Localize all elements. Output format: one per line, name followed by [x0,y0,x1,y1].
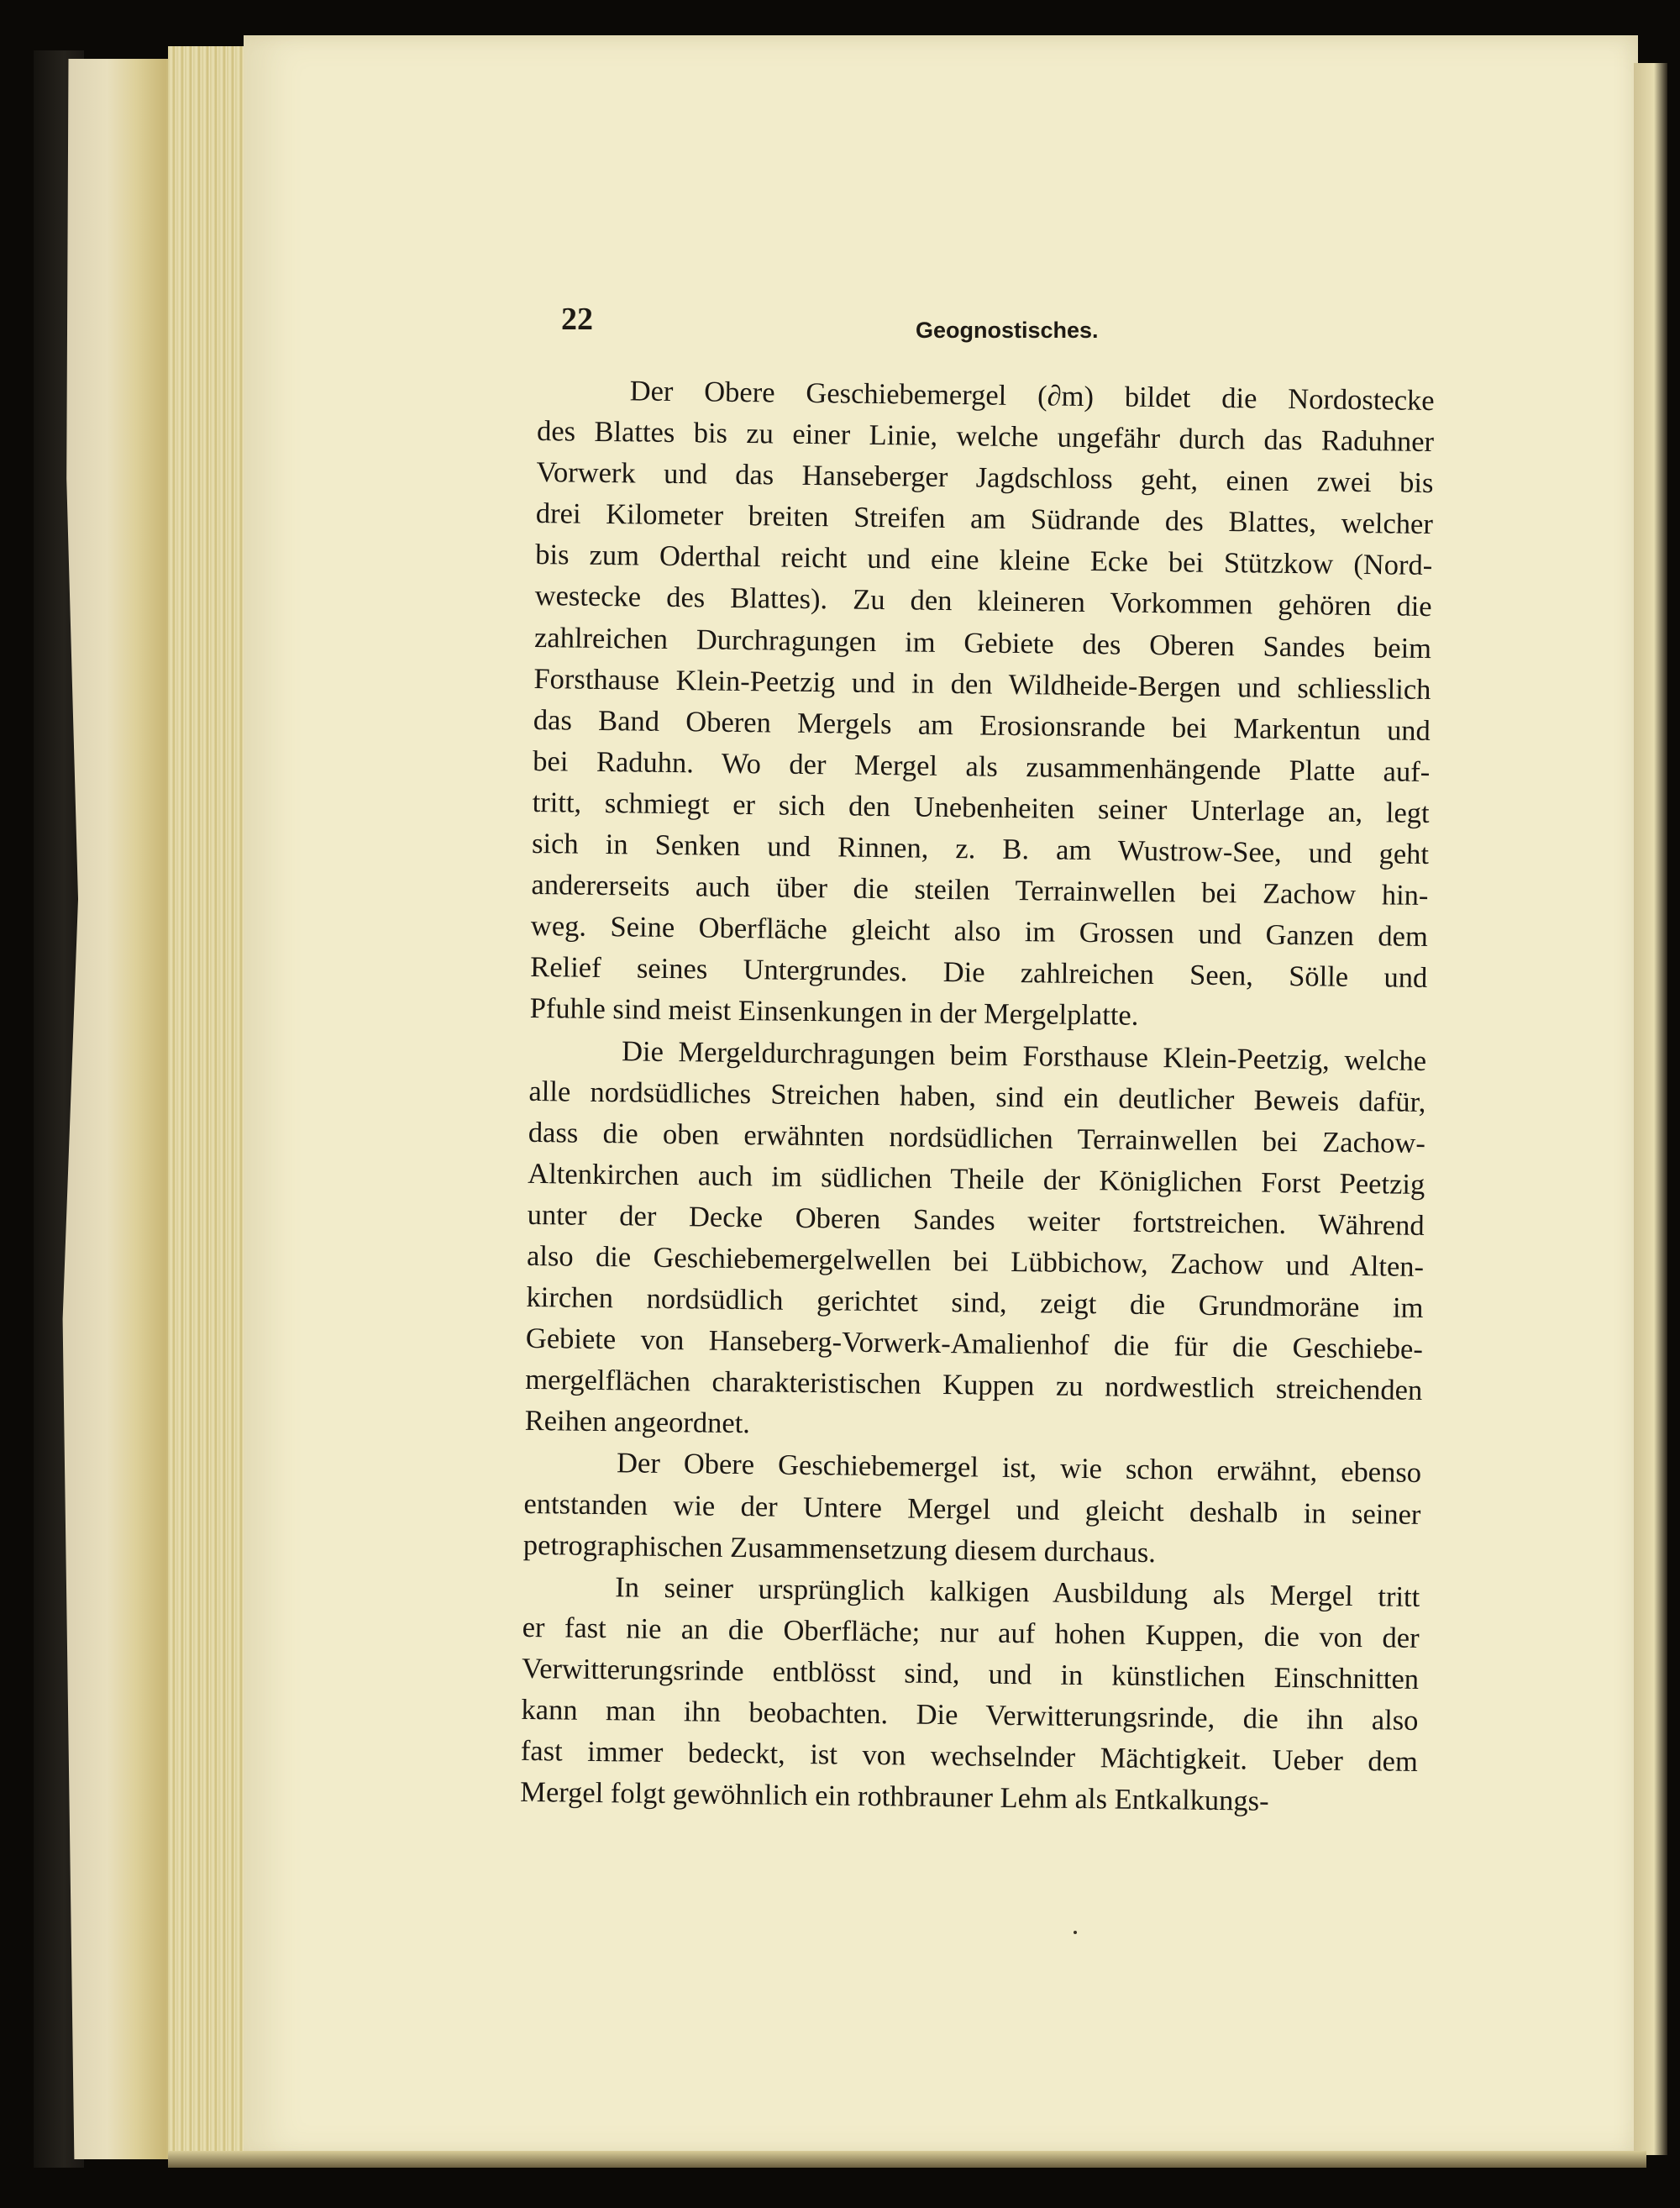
text-line: andererseits auch über die steilen Terrainwellen bei Zachow hin- [531,869,1429,912]
text-line: In seiner ursprünglich kalkigen Ausbildung als Mergel tritt [615,1570,1420,1613]
paragraph [524,1029,1426,1453]
text-line: sich in Senken und Rinnen, z. B. am Wustrow-See, und geht [531,827,1430,871]
text-line: weg. Seine Oberfläche gleicht also im Grossen und Ganzen dem [530,910,1429,954]
text-line: des Blattes bis zu einer Linie, welche ungefähr durch das Raduhner [536,415,1435,459]
text-line: dass die oben erwähnten nordsüdlichen Terrainwellen bei Zachow- [528,1116,1426,1159]
text-line: Altenkirchen auch im südlichen Theile der Königlichen Forst Peetzig [528,1157,1425,1201]
text-line: Die Mergeldurchragungen beim Forsthause Klein-Peetzig, welche [621,1034,1427,1077]
bottom-page-edge [168,2151,1646,2168]
text-line: mergelflächen charakteristischen Kuppen zu nordwestlich streichenden [525,1364,1423,1407]
text-line: Der Obere Geschiebemergel (∂m) bildet die Nordostecke [629,375,1435,418]
text-line: alle nordsüdliches Streichen haben, sind ein deutlicher Beweis dafür, [528,1075,1426,1118]
text-line: bei Raduhn. Wo der Mergel als zusammenhängende Platte auf- [533,744,1431,788]
text-line: Gebiete von Hanseberg-Vorwerk-Amalienhof die für die Geschiebe- [525,1322,1424,1366]
text-line: das Band Oberen Mergels am Erosionsrande bei Markentun und [533,703,1431,747]
paragraph [529,370,1435,1040]
paragraph [523,1442,1422,1576]
body-text [520,370,1435,1824]
text-line: Reihen angeordnet. [524,1405,751,1440]
text-line: unter der Decke Oberen Sandes weiter fortstreichen. Während [527,1198,1425,1242]
right-page-edge [1634,63,1667,2155]
running-head: Geognostisches. [916,318,1099,343]
text-line: petrographischen Zusammensetzung diesem durchaus. [522,1528,1157,1569]
text-line: entstanden wie der Untere Mergel und gleicht deshalb in seiner [523,1487,1421,1531]
text-line: tritt, schmiegt er sich den Unebenheiten seiner Unterlage an, legt [532,786,1430,829]
page-number: 22 [561,302,593,337]
text-line: drei Kilometer breiten Streifen am Südrande des Blattes, welcher [535,497,1434,541]
text-line: Vorwerk und das Hanseberger Jagdschloss geht, einen zwei bis [536,456,1434,500]
paragraph [520,1566,1420,1825]
text-line: Der Obere Geschiebemergel ist, wie schon erwähnt, ebenso [616,1447,1422,1490]
text-line: Verwitterungsrinde entblösst sind, und in künstlichen Einschnitten [521,1652,1420,1695]
text-line: kann man ihn beobachten. Die Verwitterungsrinde, die ihn also [521,1693,1419,1737]
text-line: Pfuhle sind meist Einsenkungen in der Mergelplatte. [529,992,1139,1033]
text-line: Relief seines Untergrundes. Die zahlreichen Seen, Sölle und [530,951,1428,995]
text-line: bis zum Oderthal reicht und eine kleine Ecke bei Stützkow (Nord- [535,539,1433,582]
text-line: er fast nie an die Oberfläche; nur auf hohen Kuppen, die von der [522,1611,1420,1654]
text-line: Mergel folgt gewöhnlich ein rothbrauner Lehm als Entkalkungs- [520,1776,1269,1817]
text-line: zahlreichen Durchragungen im Gebiete des Oberen Sandes beim [533,621,1432,665]
text-line: Forsthause Klein-Peetzig und in den Wildheide-Bergen und schliesslich [533,662,1431,706]
text-line: also die Geschiebemergelwellen bei Lübbichow, Zachow und Alten- [526,1239,1425,1283]
text-line: westecke des Blattes). Zu den kleineren Vorkommen gehören die [534,580,1432,623]
text-line: kirchen nordsüdlich gerichtet sind, zeigt die Grundmoräne im [526,1280,1424,1325]
ink-speck [1074,1931,1077,1934]
text-line: fast immer bedeckt, ist von wechselnder Mächtigkeit. Ueber dem [520,1734,1419,1779]
